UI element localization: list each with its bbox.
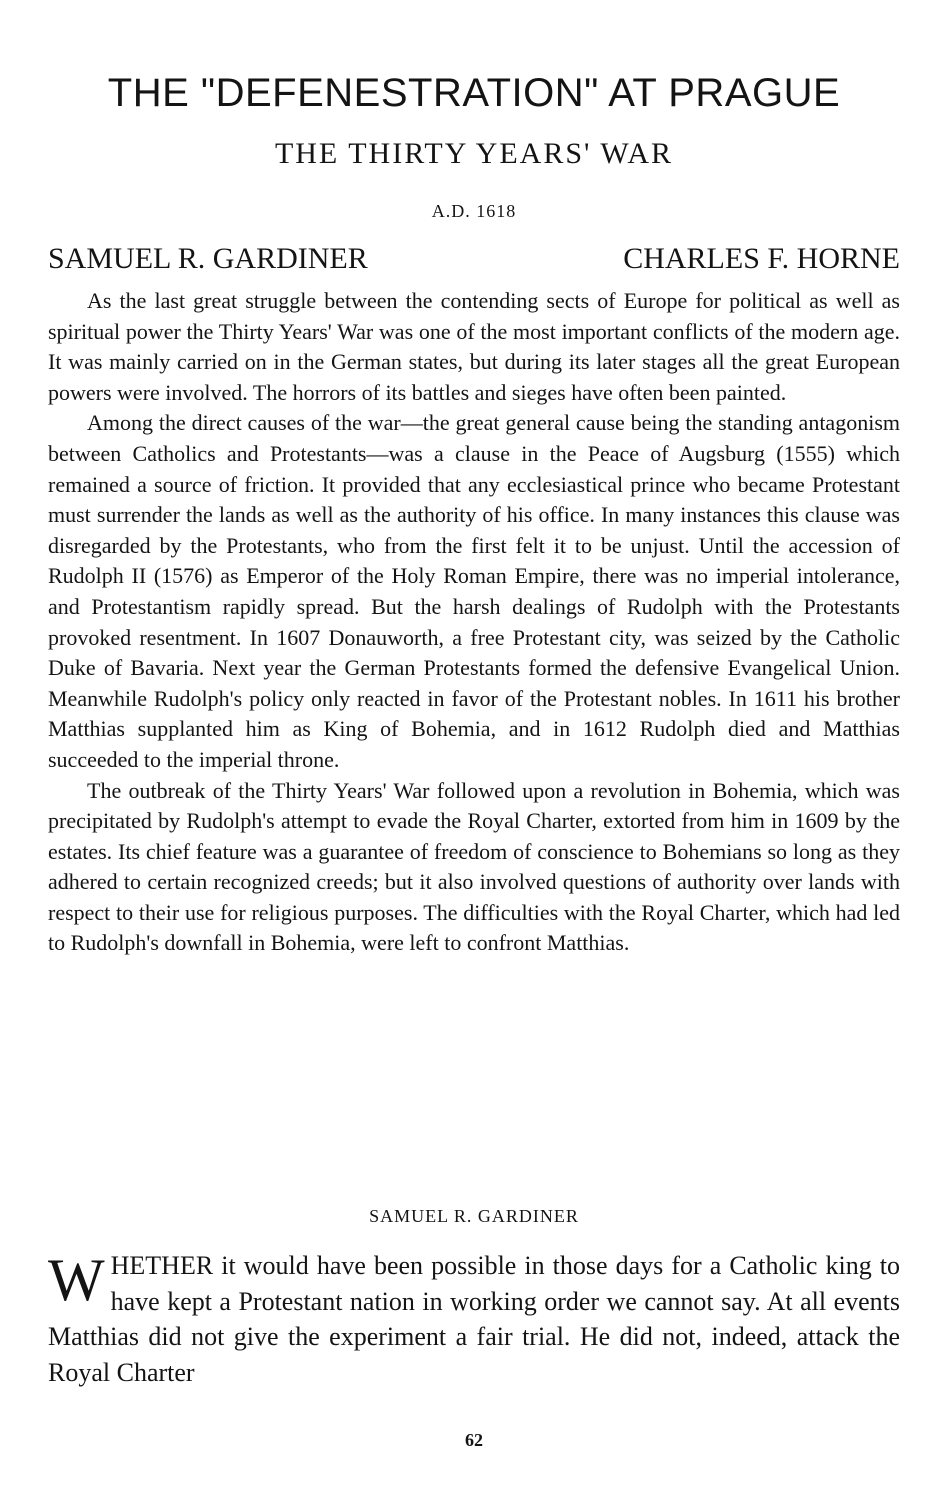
intro-paragraph-2: Among the direct causes of the war—the great general cause being the standing antagonism between Catholics and Protestants—was a clause in the Peace of Augsburg (1555) which remained a source of friction. It provided that any ecclesiastical prince who became Protestant must surrender the lands as well as the authority of his office. In many instances this clause was disregarded by the Protestants, who from the first felt it to be unjust. Until the accession of Rudolph II (1576) as Emperor of the Holy Roman Empire, there was no imperial intolerance, and Protestantism rapidly spread. But the harsh dealings of Rudolph with the Protestants provoked resentment. In 1607 Donauworth, a free Protestant city, was seized by the Catholic Duke of Bavaria. Next year the German Protestants formed the defensive Evangelical Union. Meanwhile Rudolph's policy only reacted in favor of the Protestant nobles. In 1611 his brother Matthias supplanted him as King of Bohemia, and in 1612 Rudolph died and Matthias succeeded to the imperial throne. bbox=[48, 410, 900, 772]
section-byline: SAMUEL R. GARDINER bbox=[369, 1206, 579, 1226]
chapter-subtitle: THE THIRTY YEARS' WAR bbox=[274, 137, 674, 170]
intro-paragraph-1: As the last great struggle between the contending sects of Europe for political as well as spiritual power the Thirty Years' War was one of the most important conflicts of the modern age. It was mainly carried on in the German states, but during its later stages all the great European powers were involved. The horrors of its battles and sieges have often been painted. bbox=[48, 288, 900, 405]
chapter-date: A.D. 1618 bbox=[431, 201, 517, 221]
intro-text bbox=[48, 286, 900, 959]
author-left: SAMUEL R. GARDINER bbox=[48, 242, 368, 275]
section-paragraph: HETHER it would have been possible in those days for a Catholic king to have kept a Protestant nation in working order we cannot say. At all events Matthias did not give the experiment a fair trial. He did not, indeed, attack the Royal Charter bbox=[48, 1251, 900, 1387]
authors-line bbox=[48, 241, 900, 277]
page-number: 62 bbox=[465, 1430, 483, 1450]
author-right: CHARLES F. HORNE bbox=[623, 242, 900, 275]
intro-paragraph-3: The outbreak of the Thirty Years' War followed upon a revolution in Bohemia, which was precipitated by Rudolph's attempt to evade the Royal Charter, extorted from him in 1609 by the estates. Its chief feature was a guarantee of freedom of conscience to Bohemians so long as they adhered to certain recognized creeds; but it also involved questions of authority over lands with respect to their use for religious purposes. The difficulties with the Royal Charter, which had led to Rudolph's downfall in Bohemia, were left to confront Matthias. bbox=[48, 777, 900, 956]
section-text bbox=[48, 1248, 900, 1390]
drop-cap: W bbox=[48, 1247, 105, 1313]
chapter-title: THE "DEFENESTRATION" AT PRAGUE bbox=[107, 71, 841, 115]
